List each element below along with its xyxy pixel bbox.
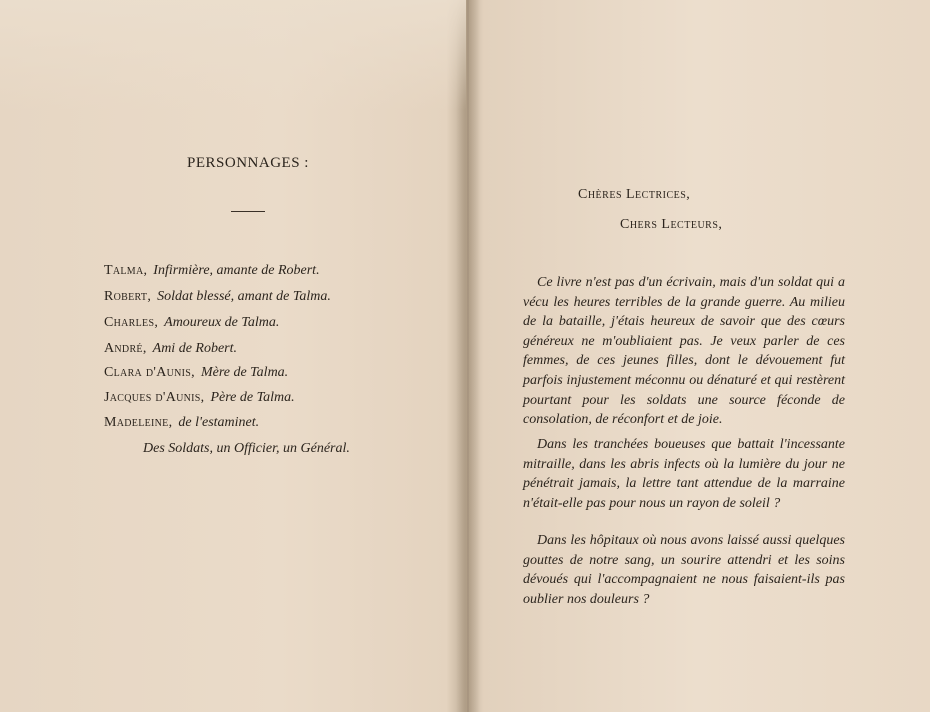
character-name: Madeleine, [104,415,173,430]
character-name: André, [104,341,147,356]
cast-extras: Des Soldats, un Officier, un Général. [143,441,350,456]
character-name: Robert, [104,289,152,304]
character-role: Père de Talma. [210,390,295,405]
preface-paragraph [523,435,845,513]
cast-entry [104,365,288,381]
character-role: Amoureux de Talma. [164,315,280,330]
cast-entry [104,390,295,406]
cast-entry [104,289,331,305]
cast-entry [104,263,320,279]
character-name: Talma, [104,263,148,278]
cast-title: PERSONNAGES : [187,155,309,171]
salutation-readers-female: Chères Lectrices, [578,187,691,202]
character-name: Clara d'Aunis, [104,365,195,380]
character-role: Soldat blessé, amant de Talma. [157,289,331,304]
character-role: de l'estaminet. [178,415,260,430]
paragraph-text: Ce livre n'est pas d'un écrivain, mais d'un soldat qui a vécu les heures terribles de la grande guerre. Au milieu de la bataille, j'étais heureux de savoir que des cœurs généreux ne m'oubliaient pas. Je veux parler de ces femmes, de ces jeunes filles, dont le dévouement fut parfois injustement méconnu ou dénaturé et qui restèrent pourtant pour les soldats une source féconde de consolation, de réconfort et de joie. [523,275,845,428]
salutation-readers-male: Chers Lecteurs, [620,217,723,232]
character-role: Infirmière, amante de Robert. [153,263,320,278]
cast-entry [104,315,279,331]
character-name: Jacques d'Aunis, [104,390,205,405]
preface-paragraph [523,273,845,430]
character-role: Mère de Talma. [200,365,289,380]
preface-paragraph [523,531,845,609]
cast-entry [104,341,237,357]
character-name: Charles, [104,315,159,330]
character-role: Ami de Robert. [152,341,238,356]
paragraph-text: Dans les hôpitaux où nous avons laissé aussi quelques gouttes de notre sang, un sourire attendri et les soins dévoués qui l'accompagnaient ne nous faisaient-ils pas oublier nos douleurs ? [523,533,845,607]
cast-entry [104,415,259,431]
title-divider [231,211,265,212]
paragraph-text: Dans les tranchées boueuses que battait l'incessante mitraille, dans les abris infects où la lumière du jour ne pénétrait jamais, la lettre tant attendue de la marraine n'était-elle pas pour nous un rayon de soleil ? [523,437,845,511]
